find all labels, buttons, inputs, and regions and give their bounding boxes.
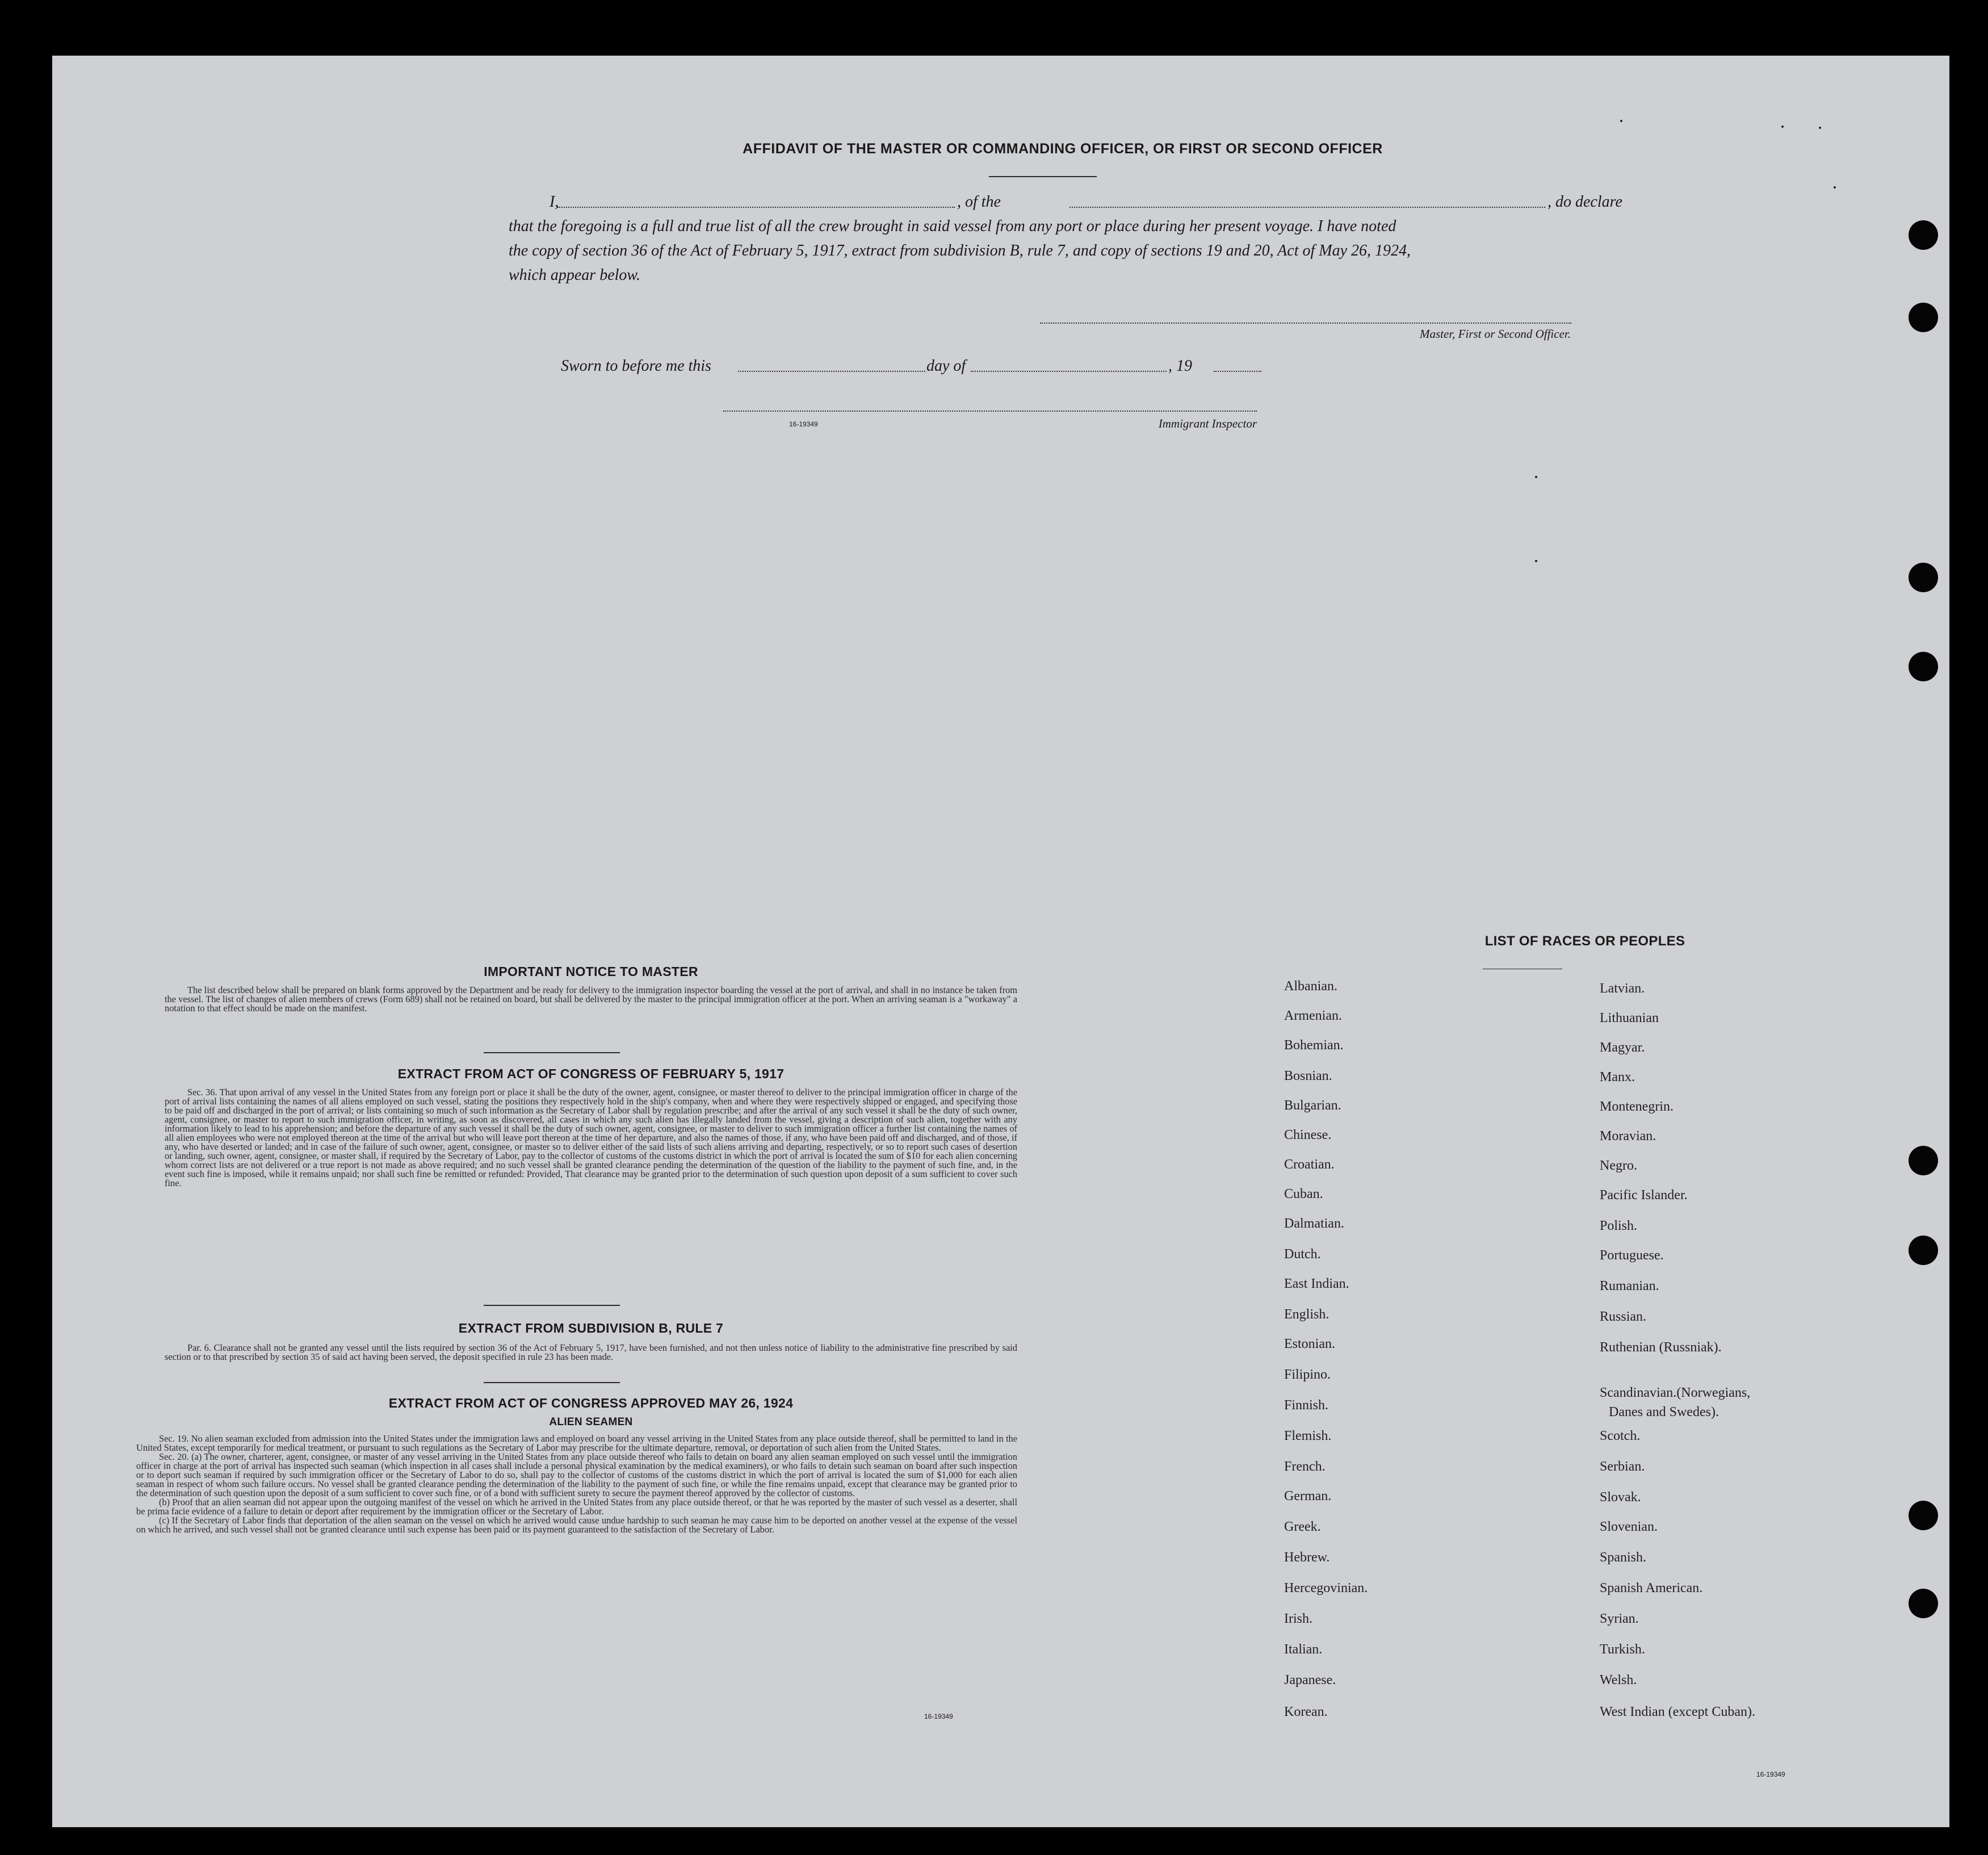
sec-20a-text: Sec. 20. (a) The owner, charterer, agent, consignee, or master of any vessel arriving in the United States from any place outside thereof who fails to detain on board any alien seaman employed on such vessel until the immigration officer in charge at the port of arrival has inspected such seaman (which inspection in all cases shall include a personal physical examination by the medical examiners), or who fails to detain such seaman on board after such inspection or to deport such seaman if required by such immigration officer or the Secretary of Labor to do so, shall pay to the collector of customs of the customs district in which the port of arrival is located the sum of $1,000 for each alien seaman in respect of whom such failure occurs. No vessel shall be granted clearance pending the determination of the liability to the payment of such fine, or while the fine remains unpaid, except that clearance may be granted prior to the determination of such question upon the deposit of a sum sufficient to cover such fine, or of a bond with sufficient surety to secure the payment thereof approved by the collector of customs. (136, 1451, 1017, 1498)
punch-hole-icon (1909, 1146, 1938, 1175)
extract-1917-text: Sec. 36. That upon arrival of any vessel in the United States from any foreign port or place it shall be the duty of the owner, agent, consignee, or master thereof to deliver to the principal immigration officer in charge of the port of arrival lists containing the names of all aliens employed on such vessel, stating the positions they respectively hold in the ship's company, when and where they were respectively shipped or engaged, and specifying those to be paid off and discharged in the port of arrival; or lists containing so much of such information as the Secretary of Labor shall by regulation prescribe; and after the arrival of any such vessel it shall be the duty of such owner, agent, consignee, or master to report to such immigration officer, in writing, as soon as discovered, all cases in which any such alien has illegally landed from the vessel, giving a description of such alien, together with any information likely to lead to his apprehension; and before the departure of any such vessel it shall be the duty of such owner, agent, consignee, or master to deliver to such immigration officer a further list containing the names of all alien employees who were not employed thereon at the time of the arrival but who will leave port thereon at the time of her departure, and also the names of those, if any, who have been paid off and discharged, and of those, if any, who have deserted or landed; and in case of the failure of such owner, agent, consignee, or master so to deliver either of the said lists of such aliens arriving and departing, respectively, or so to report such cases of desertion or landing, such owner, agent, consignee, or master shall, if required by the Secretary of Labor, pay to the collector of customs of the customs district in which the port of arrival is located the sum of $10 for each alien concerning whom correct lists are not delivered or a true report is not made as above required; and no such vessel shall be granted clearance pending the determination of the question of the liability to the payment of such fine, and, in the event such fine is imposed, while it remains unpaid; nor shall such fine be remitted or refunded: Provided, That clearance may be granted prior to the determination of such question upon deposit of a sum sufficient to cover such fine. (165, 1087, 1017, 1188)
race-left-item: Irish. (1284, 1611, 1312, 1626)
affidavit-title: AFFIDAVIT OF THE MASTER OR COMMANDING OFFICER, OR FIRST OR SECOND OFFICER (743, 141, 1383, 157)
notice-heading: IMPORTANT NOTICE TO MASTER (484, 964, 698, 979)
race-right-item: Ruthenian (Russniak). (1600, 1340, 1722, 1355)
notice-text-block (165, 986, 1017, 1013)
race-left-item: Filipino. (1284, 1367, 1331, 1382)
race-left-item: Bosnian. (1284, 1069, 1332, 1083)
race-right-item: West Indian (except Cuban). (1600, 1705, 1755, 1719)
affidavit-line-4: which appear below. (509, 266, 641, 284)
race-right-item: Welsh. (1600, 1673, 1637, 1687)
speck (1535, 476, 1537, 478)
race-right-item: Magyar. (1600, 1040, 1645, 1055)
race-right-item: Polish. (1600, 1218, 1638, 1233)
race-right-item: Spanish. (1600, 1550, 1647, 1565)
extract-1917-block (165, 1088, 1017, 1188)
race-right-item: Lithuanian (1600, 1011, 1659, 1025)
race-left-item: East Indian. (1284, 1276, 1349, 1291)
race-left-item: Japanese. (1284, 1673, 1336, 1687)
race-left-item: French. (1284, 1459, 1326, 1474)
race-left-item: German. (1284, 1489, 1332, 1504)
signature-label: Master, First or Second Officer. (1420, 327, 1571, 341)
sworn-day-field[interactable] (738, 371, 925, 372)
form-number: 16-19349 (924, 1712, 953, 1720)
rule-7-heading: EXTRACT FROM SUBDIVISION B, RULE 7 (458, 1321, 724, 1335)
sworn-day-of: day of (926, 357, 966, 375)
race-right-item: Spanish American. (1600, 1581, 1703, 1596)
affidavit-of-the: , of the (957, 193, 1001, 211)
affidavit-i: I, (550, 193, 559, 211)
race-left-item: Finnish. (1284, 1398, 1329, 1413)
race-right-item: Manx. (1600, 1070, 1635, 1084)
race-left-item: Korean. (1284, 1705, 1328, 1719)
race-right-item: Rumanian. (1600, 1279, 1659, 1293)
race-right-item: Slovenian. (1600, 1519, 1658, 1534)
speck (1834, 186, 1836, 189)
race-right-item: Syrian. (1600, 1611, 1639, 1626)
race-right-item: Scandinavian.(Norwegians, (1600, 1385, 1751, 1400)
race-right-item: Latvian. (1600, 981, 1645, 996)
punch-hole-icon (1909, 652, 1938, 681)
extract-1917-heading: EXTRACT FROM ACT OF CONGRESS OF FEBRUARY 5, 1917 (397, 1066, 785, 1081)
inspector-label: Immigrant Inspector (1158, 417, 1257, 430)
race-left-item: Albanian. (1284, 979, 1337, 994)
race-right-item: Negro. (1600, 1158, 1637, 1173)
divider (989, 176, 1097, 177)
race-left-item: Dalmatian. (1284, 1216, 1344, 1231)
officer-signature-field[interactable] (1040, 323, 1571, 324)
speck (1620, 120, 1622, 122)
form-number: 16-19349 (789, 420, 818, 428)
race-right-item: Serbian. (1600, 1459, 1645, 1474)
races-heading: LIST OF RACES OR PEOPLES (1484, 933, 1685, 949)
punch-hole-icon (1909, 1501, 1938, 1530)
divider (484, 1052, 620, 1053)
alien-seamen-subheading: ALIEN SEAMEN (549, 1416, 633, 1428)
divider (484, 1305, 620, 1306)
race-right-item: Scotch. (1600, 1429, 1641, 1443)
name-blank-field[interactable] (557, 207, 955, 208)
sec-20c-text: (c) If the Secretary of Labor finds that deportation of the alien seaman on the vessel on which he arrived would cause undue hardship to such seaman he may cause him to be deported on another vessel at the expense of the vessel on which he arrived, and such vessel shall not be granted clearance until such expense has been paid or its payment guaranteed to the satisfaction of the Secretary of Labor. (136, 1515, 1017, 1535)
affidavit-line-1 (550, 190, 1628, 214)
race-scandinavian-line-2: Danes and Swedes). (1609, 1405, 1719, 1419)
race-right-item: Portuguese. (1600, 1248, 1664, 1263)
race-right-item: Turkish. (1600, 1642, 1645, 1657)
punch-hole-icon (1909, 220, 1938, 250)
rule-7-block (165, 1343, 1017, 1362)
race-left-item: Chinese. (1284, 1128, 1332, 1142)
punch-hole-icon (1909, 563, 1938, 592)
affidavit-line-3: the copy of section 36 of the Act of February 5, 1917, extract from subdivision B, rule 7, and copy of sections 19 and 20, Act of May 26, 1924, (509, 242, 1411, 259)
race-right-item: Slovak. (1600, 1490, 1641, 1505)
race-left-item: Flemish. (1284, 1429, 1332, 1443)
speck (1781, 125, 1784, 128)
race-right-item: Moravian. (1600, 1129, 1656, 1144)
affidavit-line-2: that the foregoing is a full and true list of all the crew brought in said vessel from any port or place during her present voyage. I have noted (509, 217, 1396, 235)
punch-hole-icon (1909, 1236, 1938, 1265)
race-left-item: Cuban. (1284, 1187, 1323, 1201)
extract-1924-heading: EXTRACT FROM ACT OF CONGRESS APPROVED MAY 26, 1924 (388, 1396, 794, 1410)
race-left-item: Hercegovinian. (1284, 1581, 1368, 1596)
notice-text: The list described below shall be prepared on blank forms approved by the Department and be ready for delivery to the immigration inspector boarding the vessel at the port of arrival, and shall in no instance be taken from the vessel. The list of changes of alien members of crews (Form 689) shall not be retained on board, but shall be delivered by the master to the principal immigration officer at the port. When an arriving seaman is a "workaway" a notation to that effect should be made on the manifest. (165, 985, 1017, 1014)
divider (484, 1382, 620, 1383)
race-left-item: Croatian. (1284, 1157, 1335, 1172)
race-right-item: Pacific Islander. (1600, 1188, 1688, 1203)
race-left-item: English. (1284, 1307, 1329, 1322)
race-left-item: Hebrew. (1284, 1550, 1330, 1565)
race-left-item: Estonian. (1284, 1337, 1335, 1351)
sec-20b-text: (b) Proof that an alien seaman did not appear upon the outgoing manifest of the vessel on which he arrived in the United States from any place outside thereof, or that he was reported by the master of such vessel as a deserter, shall be prima facie evidence of a failure to detain or deport after requirement by the immigration officer or the Secretary of Labor. (136, 1497, 1017, 1517)
extract-1924-block (136, 1434, 1017, 1534)
punch-hole-icon (1909, 303, 1938, 332)
race-left-item: Bohemian. (1284, 1038, 1344, 1053)
race-left-item: Dutch. (1284, 1247, 1321, 1262)
speck (1819, 127, 1821, 129)
form-number: 16-19349 (1756, 1770, 1785, 1778)
race-right-item: Montenegrin. (1600, 1099, 1674, 1114)
race-right-item: Russian. (1600, 1309, 1647, 1324)
sworn-year-field[interactable] (1214, 371, 1261, 372)
speck (1535, 560, 1537, 562)
sec-19-text: Sec. 19. No alien seaman excluded from admission into the United States under the immigration laws and employed on board any vessel arriving in the United States from any place outside thereof, shall be permitted to land in the United States, except temporarily for medical treatment, or pursuant to such regulations as the Secretary of Labor may prescribe for the ultimate departure, removal, or deportation of such alien from the United States. (136, 1433, 1017, 1453)
race-left-item: Italian. (1284, 1642, 1323, 1657)
rule-7-text: Par. 6. Clearance shall not be granted any vessel until the lists required by section 36 of the Act of February 5, 1917, have been furnished, and not then unless notice of liability to the administrative fine prescribed by said section or to that prescribed by section 35 of said act having been served, the deposit specified in rule 23 has been made. (165, 1342, 1017, 1362)
sworn-prefix: Sworn to before me this (561, 357, 711, 375)
sworn-month-field[interactable] (971, 371, 1167, 372)
inspector-signature-field[interactable] (723, 411, 1257, 412)
race-left-item: Armenian. (1284, 1008, 1342, 1023)
affidavit-declare: , do declare (1547, 193, 1622, 211)
sworn-year: , 19 (1168, 357, 1192, 375)
race-left-item: Bulgarian. (1284, 1098, 1341, 1113)
vessel-blank-field[interactable] (1070, 207, 1545, 208)
document-page (52, 56, 1949, 1827)
race-left-item: Greek. (1284, 1519, 1321, 1534)
punch-hole-icon (1909, 1589, 1938, 1618)
